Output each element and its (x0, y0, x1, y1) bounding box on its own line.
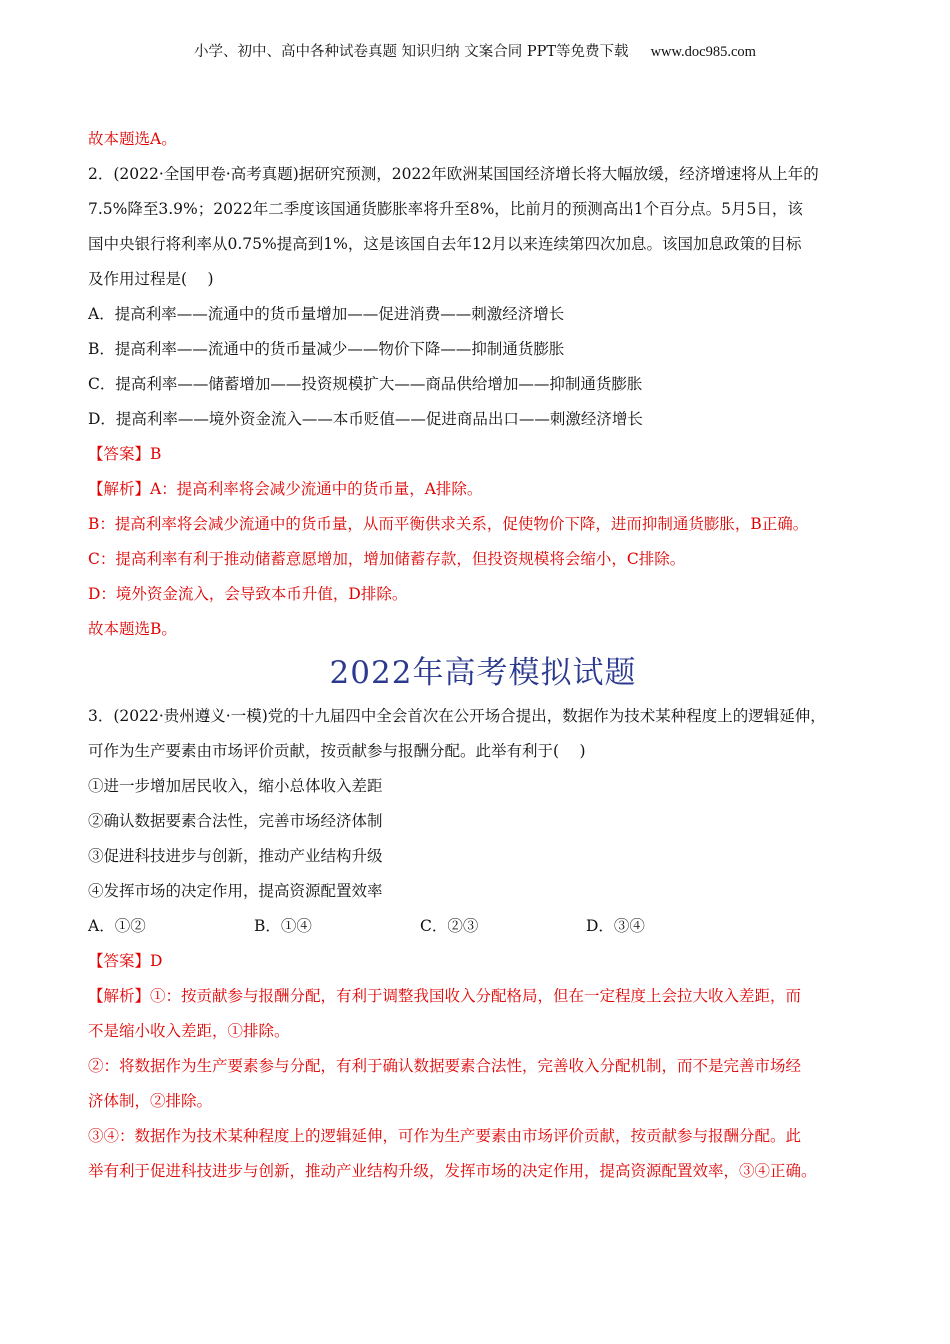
q3-analysis-line: 济体制，②排除。 (88, 1092, 213, 1110)
analysis-tag: 【解析】 (88, 480, 151, 498)
q2-answer (88, 437, 878, 472)
q3-option-c: C．②③ (420, 917, 479, 935)
q3-option-a: A．①② (88, 917, 146, 935)
q3-stem-line: 可作为生产要素由市场评价贡献，按贡献参与报酬分配。此举有利于( ) (88, 742, 586, 760)
q2-option-d: D．提高利率——境外资金流入——本币贬值——促进商品出口——刺激经济增长 (88, 410, 643, 428)
q2-stem-line: 国中央银行将利率从0.75%提高到1%，这是该国自去年12月以来连续第四次加息。该国加息政策的目标 (88, 235, 802, 253)
q3-option-d: D．③④ (586, 917, 645, 935)
page-content (88, 122, 878, 1189)
q2-stem-line: 及作用过程是( ) (88, 270, 214, 288)
q3-answer (88, 944, 878, 979)
answer-tag: 【答案】 (88, 952, 151, 970)
q3-item: ②确认数据要素合法性，完善市场经济体制 (88, 812, 383, 830)
q3-option-b: B．①④ (254, 917, 312, 935)
q3-stem-line: 3．(2022·贵州遵义·一模)党的十九届四中全会首次在公开场合提出，数据作为技术某种程度上的逻辑延伸， (88, 707, 826, 725)
answer-tag: 【答案】 (88, 445, 151, 463)
analysis-text: ①：按贡献参与报酬分配，有利于调整我国收入分配格局，但在一定程度上会拉大收入差距，而 (150, 987, 802, 1005)
q2-option-b: B．提高利率——流通中的货币量减少——物价下降——抑制通货膨胀 (88, 340, 565, 358)
q3-item: ①进一步增加居民收入，缩小总体收入差距 (88, 777, 383, 795)
q2-analysis-line: D：境外资金流入，会导致本币升值，D排除。 (88, 585, 408, 603)
q3-analysis-line (88, 979, 878, 1014)
q3-analysis-line: ③④：数据作为技术某种程度上的逻辑延伸，可作为生产要素由市场评价贡献，按贡献参与报酬分配。此 (88, 1127, 802, 1145)
analysis-text: A：提高利率将会减少流通中的货币量，A排除。 (150, 480, 483, 498)
q2-analysis-line (88, 472, 878, 507)
q3-item: ③促进科技进步与创新，推动产业结构升级 (88, 847, 383, 865)
header-text: 小学、初中、高中各种试卷真题 知识归纳 文案合同 PPT等免费下载 (194, 44, 629, 60)
q3-item: ④发挥市场的决定作用，提高资源配置效率 (88, 882, 383, 900)
q3-analysis-line: 不是缩小收入差距，①排除。 (88, 1022, 290, 1040)
q2-analysis-line: B：提高利率将会减少流通中的货币量，从而平衡供求关系，促使物价下降，进而抑制通货膨胀，B正确。 (88, 515, 809, 533)
header-site[interactable]: www.doc985.com (650, 44, 756, 60)
page-header (0, 40, 950, 61)
q2-analysis-line: C：提高利率有利于推动储蓄意愿增加，增加储蓄存款，但投资规模将会缩小，C排除。 (88, 550, 686, 568)
q3-analysis-line: 举有利于促进科技进步与创新，推动产业结构升级，发挥市场的决定作用，提高资源配置效率，③④正确。 (88, 1162, 817, 1180)
question-3 (88, 699, 878, 1189)
q2-stem-line: 7.5%降至3.9%；2022年二季度该国通货膨胀率将升至8%，比前月的预测高出1个百分点。5月5日，该 (88, 200, 803, 218)
q3-options (88, 909, 878, 944)
q1-conclusion: 故本题选A。 (88, 130, 177, 148)
question-2 (88, 157, 878, 647)
q2-stem-line: 2．(2022·全国甲卷·高考真题)据研究预测，2022年欧洲某国国经济增长将大幅放缓，经济增速将从上年的 (88, 165, 819, 183)
analysis-tag: 【解析】 (88, 987, 151, 1005)
q2-conclusion: 故本题选B。 (88, 620, 177, 638)
answer-value: D (150, 952, 163, 970)
q2-option-c: C．提高利率——储蓄增加——投资规模扩大——商品供给增加——抑制通货膨胀 (88, 375, 643, 393)
answer-value: B (150, 445, 162, 463)
q2-option-a: A．提高利率——流通中的货币量增加——促进消费——刺激经济增长 (88, 305, 565, 323)
q3-analysis-line: ②：将数据作为生产要素参与分配，有利于确认数据要素合法性，完善收入分配机制，而不是完善市场经 (88, 1057, 802, 1075)
section-title: 2022年高考模拟试题 (329, 655, 637, 691)
